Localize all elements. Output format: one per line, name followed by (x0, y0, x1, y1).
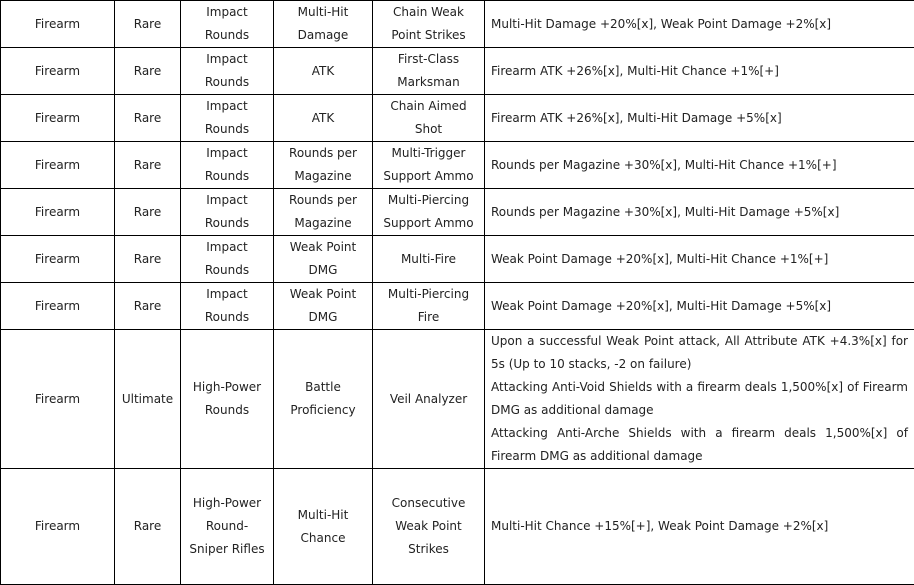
stat-cell-text: ATK (312, 64, 334, 78)
rarity-cell-text: Rare (134, 299, 161, 313)
rarity-cell (115, 48, 181, 95)
rarity-cell-text: Rare (134, 111, 161, 125)
effect-line: Weak Point Damage +20%[x], Multi-Hit Damage +5%[x] (491, 295, 908, 318)
module-name-cell-text: Multi-Piercing Support Ammo (376, 189, 481, 235)
module-name-cell-text: Multi-Piercing Fire (376, 283, 481, 329)
table-row (1, 95, 914, 142)
ammo-type-cell (181, 330, 274, 469)
category-cell-text: Firearm (35, 64, 80, 78)
module-name-cell-text: Multi-Fire (401, 252, 456, 266)
effect-line: Multi-Hit Damage +20%[x], Weak Point Damage +2%[x] (491, 13, 908, 36)
stat-cell (274, 283, 373, 330)
stat-cell-text: Multi-Hit Chance (277, 504, 369, 550)
stat-cell (274, 236, 373, 283)
ammo-type-cell-text: Impact Rounds (184, 142, 270, 188)
category-cell (1, 95, 115, 142)
module-name-cell (373, 1, 485, 48)
ammo-type-cell (181, 189, 274, 236)
category-cell-text: Firearm (35, 205, 80, 219)
stat-cell (274, 189, 373, 236)
rarity-cell-text: Rare (134, 519, 161, 533)
effect-line: Multi-Hit Chance +15%[+], Weak Point Damage +2%[x] (491, 515, 908, 538)
stat-cell-text: Rounds per Magazine (277, 189, 369, 235)
effect-cell (485, 142, 914, 189)
category-cell (1, 283, 115, 330)
effect-line: Upon a successful Weak Point attack, All Attribute ATK +4.3%[x] for 5s (Up to 10 stacks, -2 on failure) (491, 330, 908, 376)
module-name-cell-text: Chain Aimed Shot (376, 95, 481, 141)
stat-cell-text: Weak Point DMG (277, 236, 369, 282)
category-cell (1, 1, 115, 48)
stat-cell-text: Multi-Hit Damage (277, 1, 369, 47)
stat-cell-text: ATK (312, 111, 334, 125)
ammo-type-cell (181, 236, 274, 283)
effect-cell (485, 236, 914, 283)
module-name-cell-text: Veil Analyzer (390, 392, 467, 406)
stat-cell-text: Battle Proficiency (277, 376, 369, 422)
effect-line: Firearm ATK +26%[x], Multi-Hit Damage +5%[x] (491, 107, 908, 130)
module-name-cell (373, 283, 485, 330)
category-cell (1, 236, 115, 283)
effect-cell (485, 330, 914, 469)
rarity-cell-text: Ultimate (122, 392, 173, 406)
effect-cell (485, 189, 914, 236)
stat-cell (274, 48, 373, 95)
module-name-cell-text: Consecutive Weak Point Strikes (376, 492, 481, 561)
effect-cell (485, 48, 914, 95)
rarity-cell (115, 95, 181, 142)
category-cell-text: Firearm (35, 392, 80, 406)
category-cell (1, 330, 115, 469)
stat-cell (274, 1, 373, 48)
rarity-cell-text: Rare (134, 205, 161, 219)
effect-line: Rounds per Magazine +30%[x], Multi-Hit Damage +5%[x] (491, 201, 908, 224)
category-cell-text: Firearm (35, 519, 80, 533)
effect-line: Attacking Anti-Arche Shields with a firearm deals 1,500%[x] of Firearm DMG as additional damage (491, 422, 908, 468)
ammo-type-cell-text: Impact Rounds (184, 1, 270, 47)
ammo-type-cell (181, 469, 274, 585)
category-cell (1, 142, 115, 189)
stat-cell (274, 330, 373, 469)
ammo-type-cell-text: High-Power Rounds (184, 376, 270, 422)
rarity-cell (115, 142, 181, 189)
table-row (1, 142, 914, 189)
module-name-cell-text: Chain Weak Point Strikes (376, 1, 481, 47)
ammo-type-cell-text: Impact Rounds (184, 236, 270, 282)
rarity-cell (115, 236, 181, 283)
ammo-type-cell (181, 283, 274, 330)
stat-cell (274, 142, 373, 189)
module-name-cell (373, 236, 485, 283)
stat-cell (274, 469, 373, 585)
ammo-type-cell (181, 1, 274, 48)
rarity-cell-text: Rare (134, 64, 161, 78)
module-name-cell (373, 95, 485, 142)
ammo-type-cell-text: Impact Rounds (184, 48, 270, 94)
ammo-type-cell-text: Impact Rounds (184, 283, 270, 329)
table-row (1, 48, 914, 95)
category-cell (1, 189, 115, 236)
rarity-cell-text: Rare (134, 17, 161, 31)
effect-cell (485, 283, 914, 330)
table-row (1, 283, 914, 330)
stat-cell-text: Weak Point DMG (277, 283, 369, 329)
module-name-cell (373, 189, 485, 236)
table-row (1, 189, 914, 236)
stat-cell (274, 95, 373, 142)
ammo-type-cell (181, 95, 274, 142)
table-row (1, 469, 914, 585)
rarity-cell (115, 1, 181, 48)
module-name-cell (373, 469, 485, 585)
rarity-cell-text: Rare (134, 158, 161, 172)
ammo-type-cell (181, 142, 274, 189)
category-cell-text: Firearm (35, 299, 80, 313)
rarity-cell (115, 469, 181, 585)
rarity-cell (115, 189, 181, 236)
ammo-type-cell-text: Impact Rounds (184, 189, 270, 235)
stat-cell-text: Rounds per Magazine (277, 142, 369, 188)
rarity-cell (115, 283, 181, 330)
category-cell (1, 48, 115, 95)
table-row (1, 330, 914, 469)
effect-line: Rounds per Magazine +30%[x], Multi-Hit Chance +1%[+] (491, 154, 908, 177)
table-row (1, 236, 914, 283)
module-name-cell-text: First-Class Marksman (376, 48, 481, 94)
effect-cell (485, 1, 914, 48)
table-row (1, 1, 914, 48)
category-cell-text: Firearm (35, 17, 80, 31)
category-cell-text: Firearm (35, 252, 80, 266)
rarity-cell (115, 330, 181, 469)
category-cell-text: Firearm (35, 111, 80, 125)
ammo-type-cell-text: Impact Rounds (184, 95, 270, 141)
module-name-cell-text: Multi-Trigger Support Ammo (376, 142, 481, 188)
ammo-type-cell-text: High-Power Round- Sniper Rifles (184, 492, 270, 561)
rarity-cell-text: Rare (134, 252, 161, 266)
module-table-body (1, 1, 914, 585)
ammo-type-cell (181, 48, 274, 95)
effect-line: Attacking Anti-Void Shields with a firearm deals 1,500%[x] of Firearm DMG as additional damage (491, 376, 908, 422)
effect-cell (485, 95, 914, 142)
effect-line: Weak Point Damage +20%[x], Multi-Hit Chance +1%[+] (491, 248, 908, 271)
module-name-cell (373, 48, 485, 95)
effect-line: Firearm ATK +26%[x], Multi-Hit Chance +1%[+] (491, 60, 908, 83)
module-name-cell (373, 330, 485, 469)
module-name-cell (373, 142, 485, 189)
category-cell (1, 469, 115, 585)
effect-cell (485, 469, 914, 585)
category-cell-text: Firearm (35, 158, 80, 172)
